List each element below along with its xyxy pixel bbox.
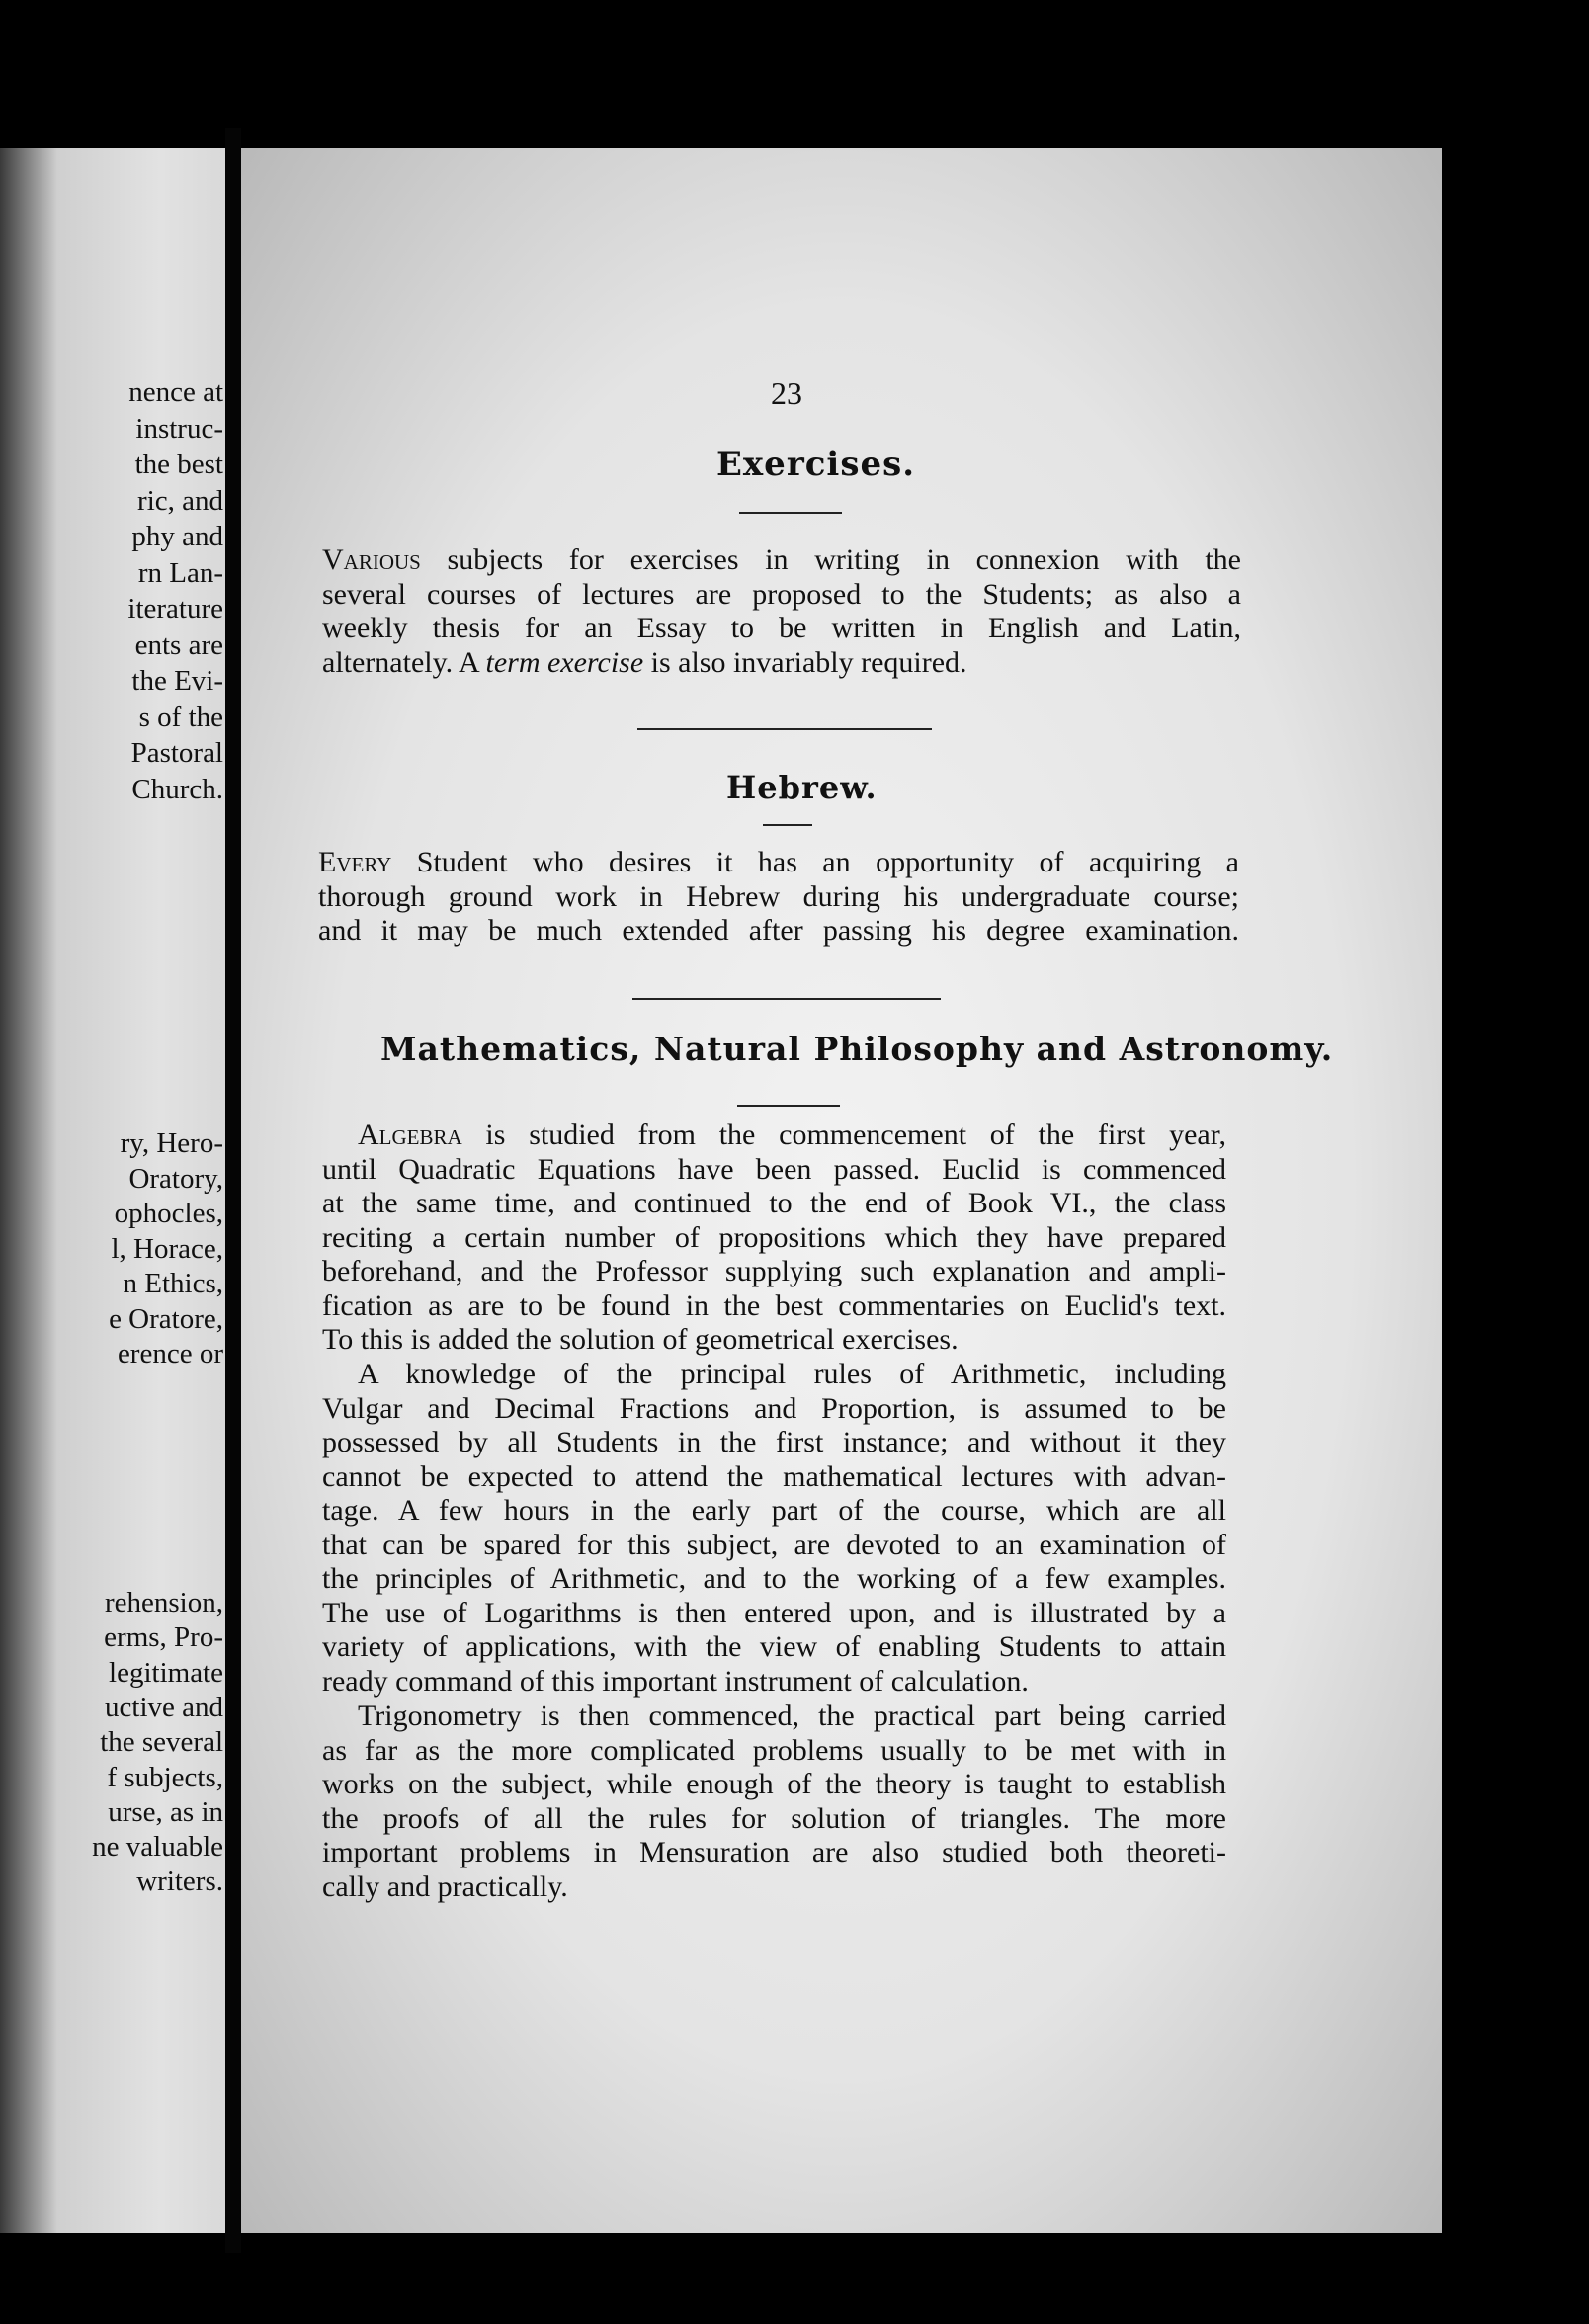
facing-page-text-fragment: erence or <box>117 1338 223 1370</box>
exercises-paragraph <box>322 543 1241 680</box>
math-p3-line-1: Trigonometry is then commenced, the practical part being carried <box>358 1700 1226 1732</box>
math-p2-line-3: possessed by all Students in the first instance; and without it they <box>322 1426 1226 1458</box>
math-p1-line-2: until Quadratic Equations have been passed. Euclid is commenced <box>322 1152 1226 1186</box>
page-number: 23 <box>771 375 802 411</box>
facing-page-text-fragment: erms, Pro- <box>104 1621 223 1654</box>
math-p3-line-3: works on the subject, while enough of the theory is taught to establish <box>322 1768 1226 1800</box>
facing-page-text-fragment: Pastoral <box>130 737 223 769</box>
hebrew-paragraph <box>318 846 1239 949</box>
facing-page-fragment <box>0 148 229 2233</box>
mathematics-paragraph-2 <box>322 1358 1226 1699</box>
exercises-heading: Exercises. <box>716 445 916 484</box>
math-p2-line-6: that can be spared for this subject, are devoted to an examination of <box>322 1528 1226 1561</box>
math-p2-line-7: the principles of Arithmetic, and to the working of a few examples. <box>322 1562 1226 1595</box>
hebrew-line-2: thorough ground work in Hebrew during his undergraduate course; <box>318 879 1239 913</box>
exercises-heading-rule <box>739 512 842 514</box>
facing-page-text-fragment: instruc- <box>135 412 223 445</box>
math-p1-line-4: reciting a certain number of propositions which they have prepared <box>322 1220 1226 1254</box>
facing-page-text-fragment: iterature <box>127 593 223 624</box>
math-p2-line-8: The use of Logarithms is then entered upon, and is illustrated by a <box>322 1596 1226 1629</box>
math-p3-line-4: the proofs of all the rules for solution of triangles. The more <box>322 1801 1226 1835</box>
facing-page-text-fragment: the best <box>134 449 223 480</box>
mathematics-paragraph-1 <box>322 1119 1226 1358</box>
facing-page-text-fragment: l, Horace, <box>111 1232 223 1265</box>
facing-page-text-fragment: the several <box>100 1726 223 1759</box>
math-p3-line-5: important problems in Mensuration are also studied both theoreti- <box>322 1836 1226 1868</box>
book-gutter <box>225 128 241 2253</box>
section-divider-1 <box>637 728 932 730</box>
facing-page-text-fragment: s of the <box>138 701 223 733</box>
hebrew-line-1: Every Student who desires it has an opportunity of acquiring a <box>318 846 1239 878</box>
math-p3-line-2: as far as the more complicated problems usually to be met with in <box>322 1733 1226 1767</box>
math-p1-line-5: beforehand, and the Professor supplying such explanation and ampli- <box>322 1255 1226 1287</box>
math-p2-line-5: tage. A few hours in the early part of the course, which are all <box>322 1494 1226 1527</box>
math-p2-line-9: variety of applications, with the view of enabling Students to attain <box>322 1630 1226 1663</box>
facing-page-text-fragment: rehension, <box>105 1587 223 1618</box>
section-divider-2 <box>632 998 941 1000</box>
facing-page-text-fragment: phy and <box>131 521 223 552</box>
facing-page-text-fragment: ry, Hero- <box>120 1127 223 1159</box>
facing-page-text-fragment: Oratory, <box>128 1162 223 1195</box>
facing-page-text-fragment: f subjects, <box>107 1761 223 1793</box>
mathematics-heading: Mathematics, Natural Philosophy and Astronomy. <box>380 1030 1334 1068</box>
math-p2-line-4: cannot be expected to attend the mathematical lectures with advan- <box>322 1459 1226 1493</box>
math-p1-line-3: at the same time, and continued to the end of Book VI., the class <box>322 1187 1226 1219</box>
facing-page-text-fragment: ric, and <box>137 484 223 517</box>
math-p2-line-1: A knowledge of the principal rules of Arithmetic, including <box>358 1358 1226 1390</box>
facing-page-text-fragment: writers. <box>136 1866 223 1898</box>
exercises-line-3: weekly thesis for an Essay to be written in English and Latin, <box>322 612 1241 644</box>
mathematics-paragraph-3 <box>322 1700 1226 1904</box>
facing-page-text-fragment: uctive and <box>105 1691 223 1723</box>
hebrew-line-3: and it may be much extended after passing his degree examination. <box>318 914 1239 947</box>
facing-page-text-fragment: Church. <box>131 773 223 805</box>
facing-page-text-fragment: nence at <box>128 376 223 408</box>
facing-page-text-fragment: n Ethics, <box>123 1268 223 1299</box>
facing-page-text-fragment: e Oratore, <box>109 1302 223 1335</box>
facing-page-text-fragment: ents are <box>134 628 223 661</box>
math-p1-line-1: Algebra is studied from the commencement of the first year, <box>358 1119 1226 1151</box>
facing-page-text-fragment: the Evi- <box>131 665 223 697</box>
mathematics-heading-rule <box>737 1105 840 1107</box>
facing-page-text-fragment: ophocles, <box>114 1198 223 1229</box>
exercises-line-4: alternately. A term exercise is also invariably required. <box>322 645 967 679</box>
exercises-line-1: Various subjects for exercises in writing in connexion with the <box>322 543 1241 576</box>
math-p2-line-2: Vulgar and Decimal Fractions and Proportion, is assumed to be <box>322 1391 1226 1425</box>
facing-page-text-fragment: rn Lan- <box>137 556 223 589</box>
exercises-line-2: several courses of lectures are proposed to the Students; as also a <box>322 577 1241 611</box>
math-p3-line-6: cally and practically. <box>322 1869 568 1903</box>
hebrew-heading-rule <box>763 824 812 826</box>
facing-page-text-fragment: ne valuable <box>92 1831 223 1864</box>
hebrew-heading: Hebrew. <box>726 769 878 806</box>
facing-page-text-fragment: urse, as in <box>108 1795 223 1828</box>
math-p1-line-7: To this is added the solution of geometrical exercises. <box>322 1323 959 1356</box>
facing-page-text-fragment: legitimate <box>109 1656 223 1689</box>
math-p1-line-6: fication as are to be found in the best commentaries on Euclid's text. <box>322 1288 1226 1322</box>
math-p2-line-10: ready command of this important instrument of calculation. <box>322 1664 1029 1698</box>
